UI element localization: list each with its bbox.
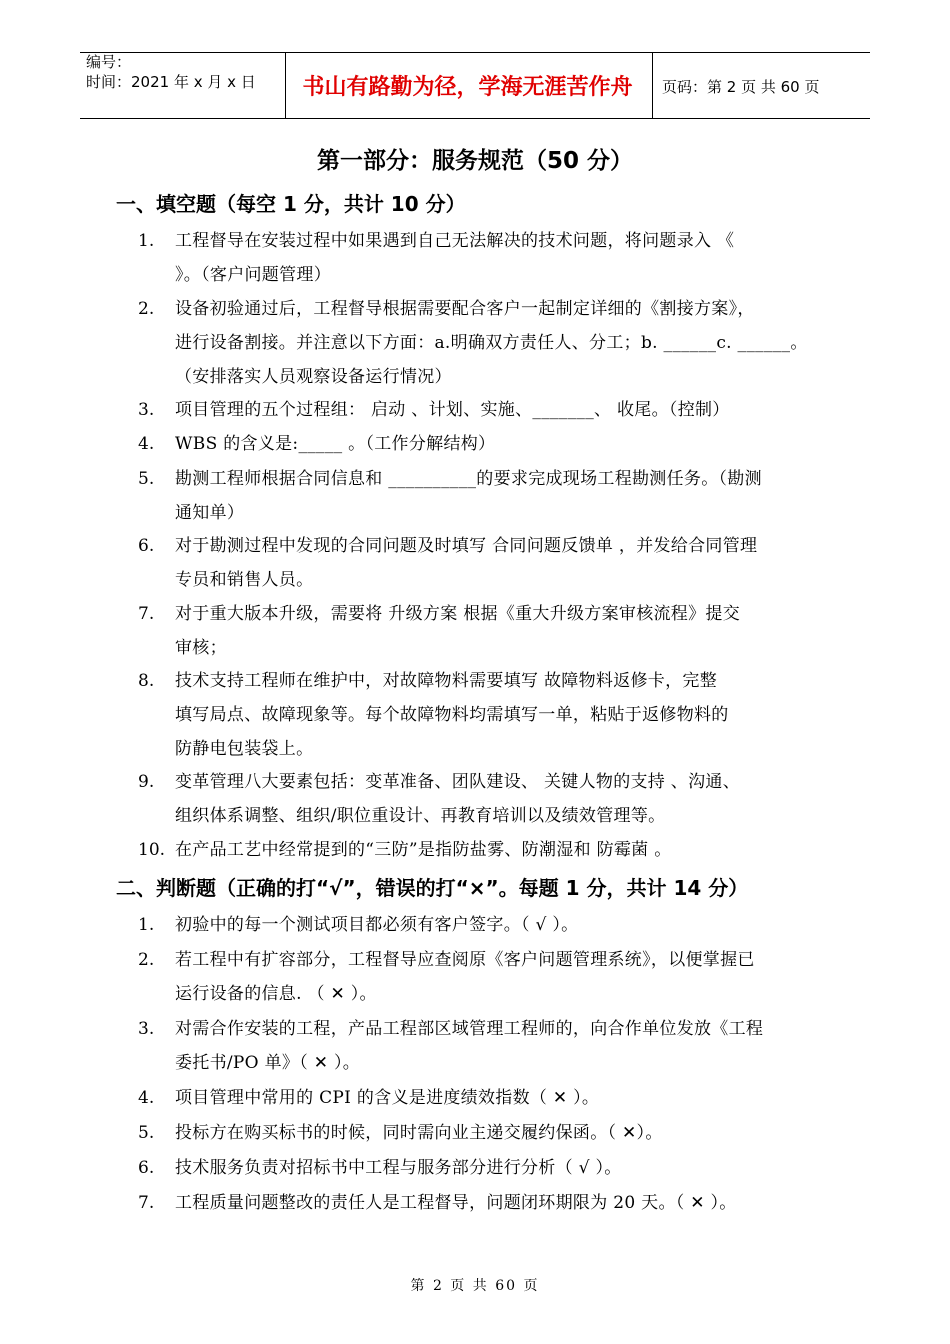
question-item (138, 1116, 858, 1150)
question-line: 工程质量问题整改的责任人是工程督导，问题闭环期限为 20 天。（ ✕ ）。 (175, 1193, 737, 1213)
page-footer: 第 2 页 共 60 页 (410, 1278, 540, 1294)
question-number: 1. (138, 231, 155, 251)
section-true-false-heading: 二、判断题（正确的打“√”，错误的打“×”。每题 1 分，共计 14 分） (116, 876, 749, 900)
question-line: 》。（客户问题管理） (175, 265, 331, 285)
question-item (138, 529, 858, 597)
question-line: 工程督导在安装过程中如果遇到自己无法解决的技术问题，将问题录入 《 (175, 231, 735, 251)
question-line: 在产品工艺中经常提到的“三防”是指防盐雾、防潮湿和 防霉菌 。 (175, 840, 672, 860)
question-line: 审核； (175, 638, 227, 658)
question-line: 技术服务负责对招标书中工程与服务部分进行分析（ √ ）。 (175, 1158, 622, 1178)
question-number: 2. (138, 950, 155, 970)
question-line: 防静电包装袋上。 (175, 739, 314, 759)
page-title: 第一部分：服务规范（50 分） (316, 148, 633, 174)
question-item (138, 462, 858, 530)
question-line: 对需合作安装的工程，产品工程部区域管理工程师的，向合作单位发放《工程 (175, 1019, 764, 1039)
question-number: 5. (138, 1123, 155, 1143)
section-fill-blank-heading: 一、填空题（每空 1 分，共计 10 分） (116, 192, 466, 216)
header-meta (86, 52, 256, 92)
question-number: 5. (138, 469, 155, 489)
question-item (138, 292, 858, 394)
question-item (138, 224, 858, 292)
question-line: 进行设备割接。并注意以下方面：a.明确双方责任人、分工；b. ______c. ______。 (175, 333, 808, 353)
question-line: 变革管理八大要素包括：变革准备、团队建设、 关键人物的支持 、沟通、 (175, 772, 741, 792)
question-item (138, 597, 858, 665)
question-item (138, 393, 858, 427)
question-item (138, 833, 858, 867)
question-item (138, 908, 858, 942)
question-line: 项目管理中常用的 CPI 的含义是进度绩效指数（ ✕ ）。 (175, 1088, 600, 1108)
header-page-code: 页码：第 2 页 共 60 页 (662, 78, 820, 96)
question-item (138, 1151, 858, 1185)
question-number: 8. (138, 671, 155, 691)
question-line: 填写局点、故障现象等。每个故障物料均需填写一单，粘贴于返修物料的 (175, 705, 729, 725)
question-number: 6. (138, 1158, 155, 1178)
question-item (138, 765, 858, 833)
question-number: 4. (138, 1088, 155, 1108)
question-number: 10. (138, 840, 166, 860)
question-item (138, 943, 858, 1011)
question-line: 通知单） (175, 503, 245, 523)
question-line: 设备初验通过后，工程督导根据需要配合客户一起制定详细的《割接方案》， (175, 299, 755, 319)
question-line: 投标方在购买标书的时候，同时需向业主递交履约保函。（ ✕）。 (175, 1123, 663, 1143)
question-number: 3. (138, 400, 155, 420)
question-item (138, 427, 858, 461)
header-divider-right (652, 52, 653, 118)
question-line: 项目管理的五个过程组： 启动 、计划、实施、_______、 收尾。（控制） (175, 400, 730, 420)
time-label: 时间：2021 年 x 月 x 日 (86, 73, 256, 91)
question-number: 9. (138, 772, 155, 792)
question-line: 专员和销售人员。 (175, 570, 314, 590)
question-line: 组织体系调整、组织/职位重设计、再教育培训以及绩效管理等。 (175, 806, 666, 826)
question-number: 7. (138, 1193, 155, 1213)
header-motto: 书山有路勤为径，学海无涯苦作舟 (302, 75, 633, 100)
question-item (138, 1081, 858, 1115)
question-item (138, 1186, 858, 1220)
question-line: 运行设备的信息. （ ✕ ）。 (175, 984, 377, 1004)
question-number: 1. (138, 915, 155, 935)
question-line: 对于重大版本升级，需要将 升级方案 根据《重大升级方案审核流程》提交 (175, 604, 741, 624)
question-line: 委托书/PO 单》（ ✕ ）。 (175, 1053, 361, 1073)
question-line: 对于勘测过程中发现的合同问题及时填写 合同问题反馈单 ，并发给合同管理 (175, 536, 758, 556)
question-number: 3. (138, 1019, 155, 1039)
code-label: 编号： (86, 53, 132, 71)
question-item (138, 664, 858, 766)
question-number: 7. (138, 604, 155, 624)
question-line: 勘测工程师根据合同信息和 __________的要求完成现场工程勘测任务。（勘测 (175, 469, 762, 489)
question-line: 初验中的每一个测试项目都必须有客户签字。（ √ ）。 (175, 915, 579, 935)
question-line: 技术支持工程师在维护中，对故障物料需要填写 故障物料返修卡，完整 (175, 671, 718, 691)
question-line: （安排落实人员观察设备运行情况） (175, 367, 452, 387)
question-item (138, 1012, 858, 1080)
question-line: 若工程中有扩容部分，工程督导应查阅原《客户问题管理系统》，以便掌握已 (175, 950, 755, 970)
question-number: 4. (138, 434, 155, 454)
question-number: 6. (138, 536, 155, 556)
question-line: WBS 的含义是:_____ 。（工作分解结构） (175, 434, 496, 454)
question-number: 2. (138, 299, 155, 319)
header-bottom-rule (80, 118, 870, 119)
